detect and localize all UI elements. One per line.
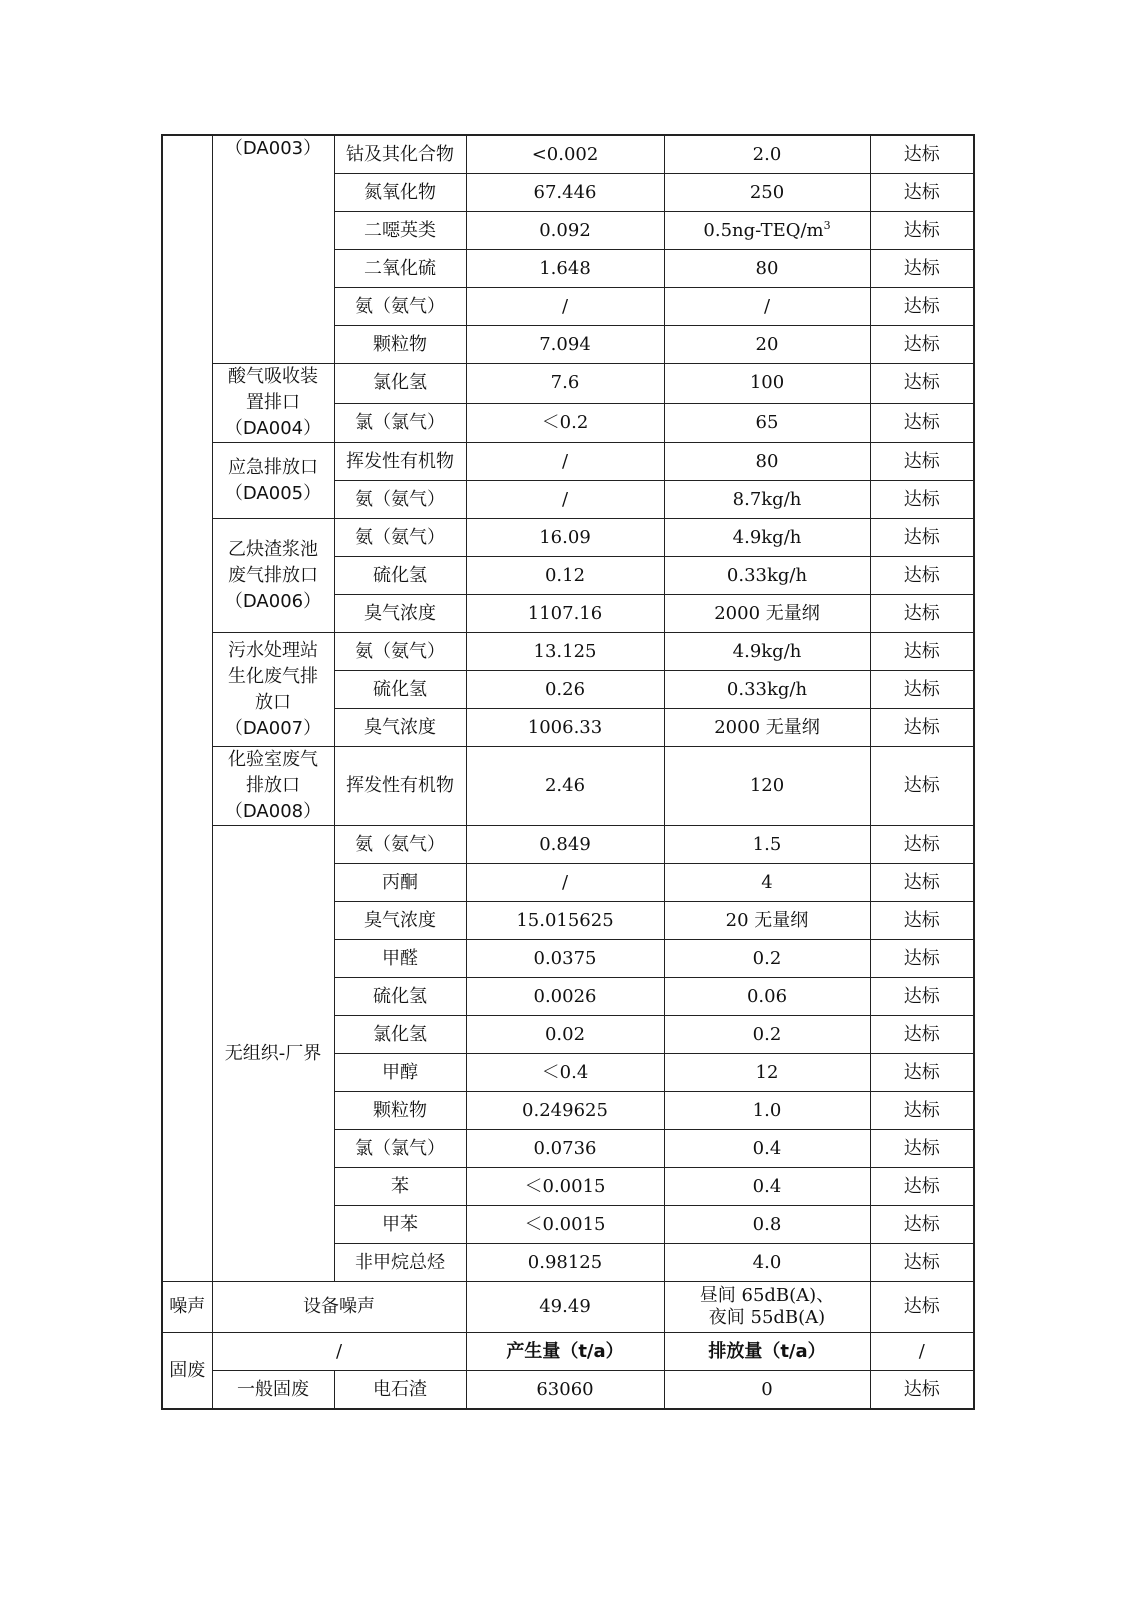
category-noise: 噪声 xyxy=(162,1282,212,1333)
measured-value-cell: / xyxy=(466,443,664,481)
standard-limit-cell xyxy=(664,940,870,978)
category-cell xyxy=(162,135,212,1282)
pollutant-cell: 氨（氨气） xyxy=(334,519,466,557)
result-cell: 达标 xyxy=(870,671,974,709)
measured-value-cell: <0.002 xyxy=(466,135,664,174)
measured-value-cell: 0.98125 xyxy=(466,1244,664,1282)
standard-limit-cell xyxy=(664,1206,870,1244)
emission-source-cell xyxy=(212,443,334,519)
measured-value-cell: / xyxy=(466,288,664,326)
pollutant-cell: 臭气浓度 xyxy=(334,902,466,940)
standard-value: 20 无量纲 xyxy=(725,909,809,931)
measured-value-cell: 0.0375 xyxy=(466,940,664,978)
measured-value-cell: 7.6 xyxy=(466,364,664,404)
measured-value-cell: 1107.16 xyxy=(466,595,664,633)
pollutant-cell: 钴及其化合物 xyxy=(334,135,466,174)
measured-value-cell: 2.46 xyxy=(466,747,664,826)
emission-source-cell xyxy=(212,747,334,826)
solid-waste-generated: 63060 xyxy=(466,1371,664,1410)
standard-value: 100 xyxy=(749,372,785,394)
result-cell: 达标 xyxy=(870,174,974,212)
standard-limit-cell xyxy=(664,212,870,250)
pollutant-cell: 氨（氨气） xyxy=(334,288,466,326)
measured-value-cell: 1.648 xyxy=(466,250,664,288)
result-cell: 达标 xyxy=(870,633,974,671)
result-cell: 达标 xyxy=(870,481,974,519)
solid-waste-discharged: 0 xyxy=(664,1371,870,1410)
table-row xyxy=(162,826,974,864)
standard-limit-cell xyxy=(664,1130,870,1168)
source-line: 生化废气排 xyxy=(228,665,318,687)
result-cell: 达标 xyxy=(870,250,974,288)
standard-limit-cell xyxy=(664,326,870,364)
table-row xyxy=(162,135,974,174)
standard-limit-cell xyxy=(664,250,870,288)
monitoring-results-table xyxy=(161,134,975,1410)
pollutant-cell: 氯化氢 xyxy=(334,1016,466,1054)
standard-value: 0.5ng-TEQ/m xyxy=(703,219,824,241)
result-cell: 达标 xyxy=(870,288,974,326)
pollutant-cell: 氯（氯气） xyxy=(334,403,466,443)
pollutant-cell: 丙酮 xyxy=(334,864,466,902)
solid-waste-header-slash-2: / xyxy=(870,1333,974,1371)
standard-limit-cell xyxy=(664,978,870,1016)
standard-limit-cell xyxy=(664,902,870,940)
source-line: （DA008） xyxy=(224,801,322,822)
standard-value: 0.2 xyxy=(752,947,782,969)
table-row xyxy=(162,443,974,481)
solid-waste-header-row xyxy=(162,1333,974,1371)
result-cell: 达标 xyxy=(870,212,974,250)
measured-value-cell: 0.26 xyxy=(466,671,664,709)
standard-value: 2000 无量纲 xyxy=(714,602,820,624)
standard-value: 12 xyxy=(755,1061,779,1083)
standard-value: 0.2 xyxy=(752,1023,782,1045)
pollutant-cell: 氮氧化物 xyxy=(334,174,466,212)
standard-value: 8.7kg/h xyxy=(732,488,802,510)
noise-result: 达标 xyxy=(870,1282,974,1333)
measured-value-cell: 0.12 xyxy=(466,557,664,595)
standard-limit-cell xyxy=(664,481,870,519)
standard-limit-cell xyxy=(664,1092,870,1130)
measured-value-cell: 0.02 xyxy=(466,1016,664,1054)
emission-source-cell xyxy=(212,364,334,443)
table-row xyxy=(162,747,974,826)
pollutant-cell: 非甲烷总烃 xyxy=(334,1244,466,1282)
standard-limit-cell xyxy=(664,747,870,826)
pollutant-cell: 苯 xyxy=(334,1168,466,1206)
result-cell: 达标 xyxy=(870,902,974,940)
pollutant-cell: 氨（氨气） xyxy=(334,826,466,864)
emission-source-cell: 无组织-厂界 xyxy=(212,826,334,1282)
standard-limit-cell xyxy=(664,403,870,443)
unit-superscript: 3 xyxy=(823,218,831,232)
solid-waste-header-slash: / xyxy=(212,1333,466,1371)
source-line: （DA007） xyxy=(224,717,322,739)
table-row xyxy=(162,633,974,671)
standard-value: 120 xyxy=(749,775,785,796)
solid-waste-type: 一般固废 xyxy=(212,1371,334,1410)
result-cell: 达标 xyxy=(870,443,974,481)
noise-standard xyxy=(664,1282,870,1333)
standard-value: 4.0 xyxy=(752,1251,782,1273)
standard-value: 0.33kg/h xyxy=(726,678,808,700)
measured-value-cell: ＜0.2 xyxy=(466,403,664,443)
measured-value-cell: 0.849 xyxy=(466,826,664,864)
standard-value: 0.06 xyxy=(746,985,788,1007)
result-cell: 达标 xyxy=(870,557,974,595)
result-cell: 达标 xyxy=(870,1054,974,1092)
noise-standard-night: 夜间 55dB(A) xyxy=(708,1307,826,1328)
discharged-amount-header: 排放量（t/a） xyxy=(664,1333,870,1371)
emission-source-cell xyxy=(212,633,334,747)
source-line: 废气排放口 xyxy=(228,564,318,586)
measured-value-cell: 0.092 xyxy=(466,212,664,250)
generated-amount-header: 产生量（t/a） xyxy=(466,1333,664,1371)
standard-value: 0.8 xyxy=(752,1213,782,1235)
result-cell: 达标 xyxy=(870,1130,974,1168)
measured-value-cell: ＜0.0015 xyxy=(466,1206,664,1244)
standard-value: 0.4 xyxy=(752,1175,782,1197)
emission-source-cell: （DA003） xyxy=(212,135,334,364)
standard-limit-cell xyxy=(664,519,870,557)
pollutant-cell: 臭气浓度 xyxy=(334,709,466,747)
standard-value: 65 xyxy=(755,411,779,433)
pollutant-cell: 挥发性有机物 xyxy=(334,747,466,826)
measured-value-cell: 67.446 xyxy=(466,174,664,212)
source-line: 污水处理站 xyxy=(228,639,318,661)
result-cell: 达标 xyxy=(870,1206,974,1244)
source-line: （DA005） xyxy=(224,482,322,504)
measured-value-cell: / xyxy=(466,864,664,902)
standard-limit-cell xyxy=(664,1054,870,1092)
source-line: 置排口 xyxy=(246,392,300,413)
standard-value: 4.9kg/h xyxy=(732,526,802,548)
result-cell: 达标 xyxy=(870,135,974,174)
source-line: 应急排放口 xyxy=(228,456,318,478)
standard-value: 0.33kg/h xyxy=(726,564,808,586)
result-cell: 达标 xyxy=(870,978,974,1016)
measured-value-cell: 0.0026 xyxy=(466,978,664,1016)
standard-value: 250 xyxy=(749,181,785,203)
standard-limit-cell xyxy=(664,1244,870,1282)
standard-value: / xyxy=(763,295,771,317)
source-line: （DA006） xyxy=(224,590,322,612)
measured-value-cell: / xyxy=(466,481,664,519)
standard-limit-cell xyxy=(664,1168,870,1206)
pollutant-cell: 颗粒物 xyxy=(334,326,466,364)
result-cell: 达标 xyxy=(870,326,974,364)
standard-limit-cell xyxy=(664,671,870,709)
result-cell: 达标 xyxy=(870,1168,974,1206)
pollutant-cell: 氨（氨气） xyxy=(334,633,466,671)
solid-waste-result: 达标 xyxy=(870,1371,974,1410)
standard-limit-cell xyxy=(664,633,870,671)
result-cell: 达标 xyxy=(870,364,974,404)
solid-waste-item: 电石渣 xyxy=(334,1371,466,1410)
measured-value-cell: 1006.33 xyxy=(466,709,664,747)
standard-limit-cell xyxy=(664,443,870,481)
noise-row xyxy=(162,1282,974,1333)
noise-standard-day: 昼间 65dB(A)、 xyxy=(699,1285,835,1306)
pollutant-cell: 颗粒物 xyxy=(334,1092,466,1130)
pollutant-cell: 甲苯 xyxy=(334,1206,466,1244)
standard-limit-cell xyxy=(664,826,870,864)
standard-limit-cell xyxy=(664,135,870,174)
emission-source-cell xyxy=(212,519,334,633)
standard-value: 4.9kg/h xyxy=(732,640,802,662)
pollutant-cell: 臭气浓度 xyxy=(334,595,466,633)
source-line: 化验室废气 xyxy=(228,749,318,770)
standard-limit-cell xyxy=(664,174,870,212)
standard-value: 80 xyxy=(755,257,779,279)
source-line: 排放口 xyxy=(246,775,300,796)
standard-limit-cell xyxy=(664,595,870,633)
standard-value: 2.0 xyxy=(752,143,782,165)
measured-value-cell: 0.0736 xyxy=(466,1130,664,1168)
standard-value: 1.5 xyxy=(752,833,782,855)
pollutant-cell: 氯（氯气） xyxy=(334,1130,466,1168)
standard-value: 80 xyxy=(755,450,779,472)
measured-value-cell: 13.125 xyxy=(466,633,664,671)
pollutant-cell: 硫化氢 xyxy=(334,978,466,1016)
standard-limit-cell xyxy=(664,557,870,595)
pollutant-cell: 硫化氢 xyxy=(334,671,466,709)
result-cell: 达标 xyxy=(870,1244,974,1282)
pollutant-cell: 氨（氨气） xyxy=(334,481,466,519)
pollutant-cell: 挥发性有机物 xyxy=(334,443,466,481)
result-cell: 达标 xyxy=(870,1016,974,1054)
result-cell: 达标 xyxy=(870,595,974,633)
noise-measured: 49.49 xyxy=(466,1282,664,1333)
result-cell: 达标 xyxy=(870,940,974,978)
result-cell: 达标 xyxy=(870,826,974,864)
table-row xyxy=(162,519,974,557)
standard-value: 20 xyxy=(755,333,779,355)
noise-item: 设备噪声 xyxy=(212,1282,466,1333)
standard-value: 2000 无量纲 xyxy=(714,716,820,738)
standard-limit-cell xyxy=(664,288,870,326)
measured-value-cell: 16.09 xyxy=(466,519,664,557)
result-cell: 达标 xyxy=(870,864,974,902)
result-cell: 达标 xyxy=(870,1092,974,1130)
pollutant-cell: 甲醛 xyxy=(334,940,466,978)
standard-limit-cell xyxy=(664,864,870,902)
pollutant-cell: 二氧化硫 xyxy=(334,250,466,288)
source-line: （DA004） xyxy=(224,418,322,439)
pollutant-cell: 二噁英类 xyxy=(334,212,466,250)
table-row xyxy=(162,364,974,404)
measured-value-cell: 7.094 xyxy=(466,326,664,364)
measured-value-cell: ＜0.4 xyxy=(466,1054,664,1092)
result-cell: 达标 xyxy=(870,709,974,747)
category-solid-waste: 固废 xyxy=(162,1333,212,1410)
standard-value: 1.0 xyxy=(752,1099,782,1121)
solid-waste-row xyxy=(162,1371,974,1410)
measured-value-cell: 0.249625 xyxy=(466,1092,664,1130)
measured-value-cell: ＜0.0015 xyxy=(466,1168,664,1206)
pollutant-cell: 硫化氢 xyxy=(334,557,466,595)
result-cell: 达标 xyxy=(870,519,974,557)
standard-limit-cell xyxy=(664,1016,870,1054)
result-cell: 达标 xyxy=(870,403,974,443)
standard-limit-cell xyxy=(664,364,870,404)
pollutant-cell: 甲醇 xyxy=(334,1054,466,1092)
pollutant-cell: 氯化氢 xyxy=(334,364,466,404)
standard-value: 4 xyxy=(761,871,773,893)
result-cell: 达标 xyxy=(870,747,974,826)
source-line: 放口 xyxy=(255,691,291,713)
source-line: 乙炔渣浆池 xyxy=(228,538,318,560)
standard-value: 0.4 xyxy=(752,1137,782,1159)
source-line: 酸气吸收装 xyxy=(228,366,318,387)
measured-value-cell: 15.015625 xyxy=(466,902,664,940)
standard-limit-cell xyxy=(664,709,870,747)
